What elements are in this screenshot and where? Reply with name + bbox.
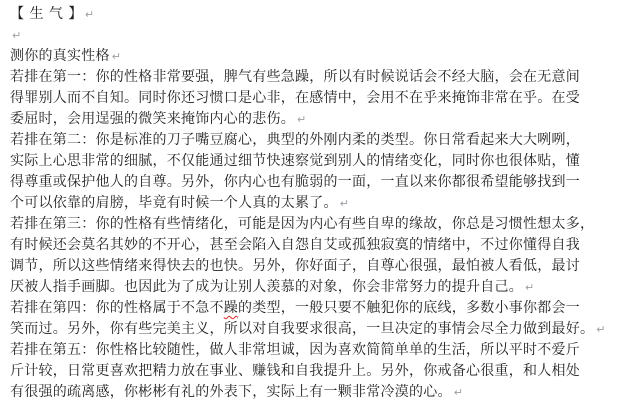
text-line <box>10 361 634 382</box>
page-subtitle: 测你的真实性格 <box>10 48 110 64</box>
text-line-content: 斤计较，日常更喜欢把精力放在事业、赚钱和自我提升上。另外，你戒备心很重，和人相处 <box>10 363 580 379</box>
text-line-content: 委屈时，会用逞强的微笑来掩饰内心的悲伤。 <box>10 111 295 127</box>
text-line-content: 得罪别人而不自知。同时你还习惯口是心非，在感情中，会用不在乎来掩饰非常在乎。在受 <box>10 90 580 106</box>
text-line <box>10 340 634 361</box>
text-line <box>10 193 634 214</box>
text-line <box>10 277 634 298</box>
text-line <box>10 382 634 403</box>
text-line <box>10 88 634 109</box>
text-line-content: 有很强的疏离感，你彬彬有礼的外表下，实际上有一颗非常冷漠的心。 <box>10 384 452 400</box>
text-line-content: 若排在第三：你的性格有些情绪化，可能是因为内心有些自卑的缘故，你总是习惯性想太多， <box>10 216 595 232</box>
text-line <box>10 319 634 340</box>
paragraph-return-mark: ↵ <box>12 29 22 42</box>
text-line-content: 实际上心思非常的细腻，不仅能通过细节快速察觉到别人的情绪变化，同时你也很体贴，懂 <box>10 153 580 169</box>
text-line-content: 笑而过。另外，你有些完美主义，所以对自我要求很高，一旦决定的事情会尽全力做到最好。 <box>10 321 595 337</box>
text-line <box>10 172 634 193</box>
spellcheck-flagged-word: 躁 <box>223 300 238 316</box>
text-line-content: 的类型，一般只要不触犯你的底线，多数小事你都会一 <box>238 300 580 316</box>
paragraph-return-mark: ↵ <box>111 50 121 63</box>
text-line-content: 调节，所以这些情绪来得快去的也快。另外，你好面子，自尊心很强，最怕被人看低，最讨 <box>10 258 580 274</box>
text-line-content: 若排在第一：你的性格非常要强，脾气有些急躁，所以有时候说话会不经大脑，会在无意间 <box>10 69 580 85</box>
text-line-content: 若排在第二：你是标准的刀子嘴豆腐心，典型的外刚内柔的类型。你日常看起来大大咧咧， <box>10 132 580 148</box>
paragraph-return-mark: ↵ <box>525 281 535 294</box>
page-title: 【 生 气 】 <box>10 6 83 22</box>
text-line <box>10 214 634 235</box>
text-line <box>10 130 634 151</box>
text-line-content: 有时候还会莫名其妙的不开心，甚至会陷入自怨自艾或孤独寂寞的情绪中，不过你懂得自我 <box>10 237 580 253</box>
text-line-content: 个可以依靠的肩膀，毕竟有时候一个人真的太累了。 <box>10 195 338 211</box>
text-line-content: 厌被人指手画脚。也因此为了成为让别人羡慕的对象，你会非常努力的提升自己。 <box>10 279 523 295</box>
paragraph-return-mark: ↵ <box>596 323 606 336</box>
text-line-content: 若排在第四：你的性格属于不急不 <box>10 300 224 316</box>
page-subtitle-line <box>10 46 634 67</box>
text-line-content: 若排在第五：你性格比较随性，做人非常坦诚，因为喜欢简简单单的生活，所以平时不爱斤 <box>10 342 580 358</box>
empty-line <box>10 25 634 46</box>
text-line <box>10 109 634 130</box>
page-title-line <box>10 4 634 25</box>
text-line <box>10 67 634 88</box>
text-line <box>10 298 634 319</box>
text-line <box>10 151 634 172</box>
text-line <box>10 235 634 256</box>
text-line-content: 得尊重或保护他人的自尊。另外，你内心也有脆弱的一面，一直以来你都很希望能够找到一 <box>10 174 580 190</box>
paragraph-return-mark: ↵ <box>453 386 463 399</box>
paragraph-return-mark: ↵ <box>297 113 307 126</box>
text-line <box>10 256 634 277</box>
paragraph-return-mark: ↵ <box>339 197 349 210</box>
paragraph-return-mark: ↵ <box>84 8 95 21</box>
